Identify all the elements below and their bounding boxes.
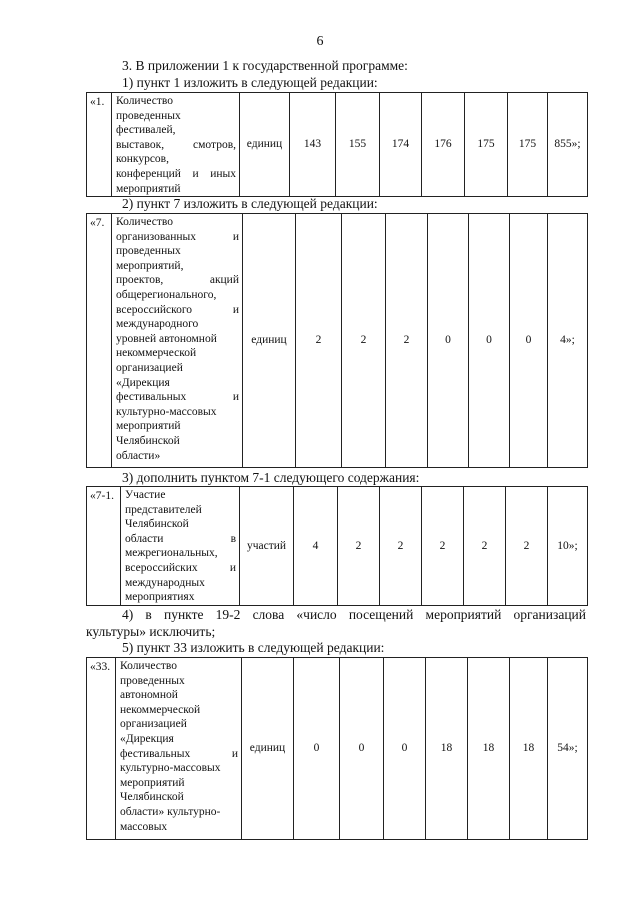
name-line: Челябинской — [125, 518, 189, 531]
item2-heading: 2) пункт 7 изложить в следующей редакции: — [122, 196, 378, 211]
name-line: уровней автономной — [116, 332, 217, 345]
value-cell: 2 — [338, 487, 380, 606]
name-line: проектов, акций — [116, 274, 239, 287]
name-line: фестивальных и — [116, 391, 239, 404]
value-cell: 0 — [510, 214, 548, 468]
page-number: 6 — [316, 34, 324, 49]
name-line: проведенных — [116, 245, 181, 258]
value-cell: 0 — [294, 658, 340, 840]
table-point-33 — [86, 657, 588, 840]
value-cell: 2 — [342, 214, 386, 468]
value-cell: 0 — [340, 658, 384, 840]
name-line: всероссийских и — [125, 561, 236, 574]
value-cell: 18 — [426, 658, 468, 840]
name-line: Челябинской — [120, 791, 184, 804]
name-line: организацией — [116, 361, 183, 374]
name-line: представителей — [125, 503, 202, 516]
table-row — [87, 93, 588, 197]
name-line: области» культурно- — [120, 805, 221, 818]
name-line: «Дирекция — [120, 732, 174, 745]
name-line: международных — [125, 576, 205, 589]
value-cell: 176 — [422, 93, 465, 197]
row-number: «1. — [87, 93, 112, 197]
unit-cell: участий — [240, 487, 294, 606]
value-cell: 2 — [380, 487, 422, 606]
unit-cell: единиц — [242, 658, 294, 840]
name-line: «Дирекция — [116, 376, 170, 389]
name-line: всероссийского и — [116, 303, 239, 316]
indicator-name — [112, 93, 240, 197]
name-line: организацией — [120, 718, 187, 731]
item3-heading: 3) дополнить пунктом 7-1 следующего содержания: — [122, 470, 420, 485]
value-cell: 0 — [469, 214, 510, 468]
total-cell: 4»; — [548, 214, 588, 468]
name-line: Количество — [116, 216, 173, 228]
value-cell: 2 — [506, 487, 548, 606]
name-line: массовых — [120, 820, 168, 833]
section-intro: 3. В приложении 1 к государственной программе: — [122, 58, 408, 73]
name-line: автономной — [120, 689, 178, 702]
unit-cell: единиц — [240, 93, 290, 197]
name-line: конференций и иных — [116, 167, 236, 180]
name-line: выставок, смотров, — [116, 138, 236, 151]
value-cell: 175 — [465, 93, 508, 197]
name-line: некоммерческой — [120, 703, 201, 716]
name-line: Количество — [120, 660, 177, 672]
table-point-7 — [86, 213, 588, 468]
table-row — [87, 658, 588, 840]
table-point-1 — [86, 92, 588, 197]
value-cell: 4 — [294, 487, 338, 606]
name-line: мероприятий — [120, 776, 185, 789]
name-line: культурно-массовых — [116, 405, 217, 418]
name-line: общерегионального, — [116, 288, 217, 301]
indicator-name — [121, 487, 240, 606]
name-line: мероприятиях — [125, 591, 195, 604]
value-cell: 2 — [296, 214, 342, 468]
name-line: фестивальных и — [120, 747, 238, 760]
table-row — [87, 214, 588, 468]
name-line: культурно-массовых — [120, 762, 221, 775]
name-line: международного — [116, 318, 199, 331]
indicator-name — [116, 658, 242, 840]
value-cell: 18 — [510, 658, 548, 840]
value-cell: 18 — [468, 658, 510, 840]
name-line: области в — [125, 532, 236, 545]
name-line: межрегиональных, — [125, 547, 218, 560]
name-line: некоммерческой — [116, 347, 197, 360]
row-number: «7. — [87, 214, 112, 468]
name-line: Челябинской — [116, 434, 180, 447]
name-line: области» — [116, 449, 161, 462]
value-cell: 155 — [336, 93, 380, 197]
item1-heading: 1) пункт 1 изложить в следующей редакции: — [122, 75, 378, 90]
table-point-7-1 — [86, 486, 588, 606]
name-line: конкурсов, — [116, 153, 169, 166]
total-cell: 855»; — [548, 93, 588, 197]
name-line: проведенных — [116, 109, 181, 122]
name-line: проведенных — [120, 674, 185, 687]
name-line: Участие — [125, 489, 166, 501]
value-cell: 143 — [290, 93, 336, 197]
name-line: фестивалей, — [116, 124, 176, 137]
row-number: «7-1. — [87, 487, 121, 606]
value-cell: 175 — [508, 93, 548, 197]
table-row — [87, 487, 588, 606]
row-number: «33. — [87, 658, 116, 840]
total-cell: 10»; — [548, 487, 588, 606]
value-cell: 2 — [422, 487, 464, 606]
value-cell: 2 — [464, 487, 506, 606]
name-line: организованных и — [116, 230, 239, 243]
total-cell: 54»; — [548, 658, 588, 840]
name-line: мероприятий — [116, 420, 181, 433]
name-line: мероприятий — [116, 182, 181, 195]
unit-cell: единиц — [243, 214, 296, 468]
value-cell: 0 — [384, 658, 426, 840]
indicator-name — [112, 214, 243, 468]
item4-paragraph — [86, 606, 586, 640]
value-cell: 2 — [386, 214, 428, 468]
name-line: Количество — [116, 95, 173, 107]
value-cell: 0 — [428, 214, 469, 468]
value-cell: 174 — [380, 93, 422, 197]
item5-heading: 5) пункт 33 изложить в следующей редакции: — [122, 640, 385, 655]
item4-line-1: 4) в пункте 19-2 слова «число посещений мероприятий организаций — [122, 607, 586, 622]
name-line: мероприятий, — [116, 259, 184, 272]
item4-line-2: культуры» исключить; — [86, 624, 216, 639]
